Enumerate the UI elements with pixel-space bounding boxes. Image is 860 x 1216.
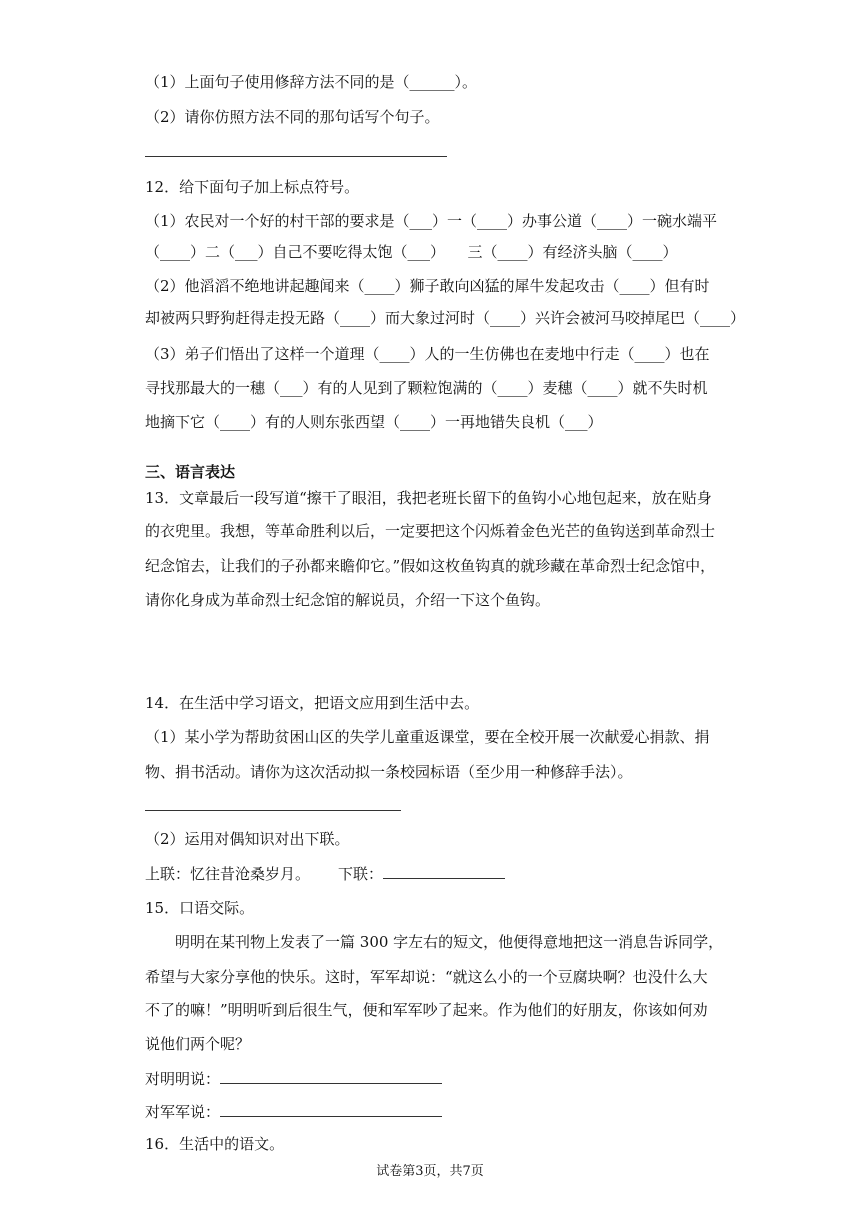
- q15-para-line: 说他们两个呢？: [145, 1035, 251, 1053]
- q12-line: 却被两只野狗赶得走投无路（____）而大象过河时（____）兴许会被河马咬掉尾巴（____）: [145, 309, 746, 327]
- to-junjun-label: 对军军说：: [145, 1103, 221, 1121]
- to-mingming-label: 对明明说：: [145, 1070, 221, 1088]
- q12-line: （1）农民对一个好的村干部的要求是（___）一（____）办事公道（____）一碗水端平: [145, 212, 718, 230]
- q12-line: （2）他滔滔不绝地讲起趣闻来（____）狮子敢向凶猛的犀牛发起攻击（____）但有时: [145, 277, 710, 295]
- lower-couplet-label: 下联：: [338, 865, 384, 883]
- q15-title: 15．口语交际。: [145, 899, 255, 917]
- q15-para-line: 明明在某刊物上发表了一篇 300 字左右的短文，他便得意地把这一消息告诉同学，: [175, 933, 724, 951]
- q13-line: 纪念馆去，让我们的子孙都来瞻仰它。”假如这枚鱼钩真的就珍藏在革命烈士纪念馆中，: [145, 557, 716, 575]
- prev-question-2: （2）请你仿照方法不同的那句话写个句子。: [145, 108, 440, 126]
- upper-couplet: 上联：忆往昔沧桑岁月。: [145, 865, 311, 883]
- lower-couplet-blank: [383, 862, 505, 879]
- page-footer: 试卷第3页，共7页: [376, 1164, 484, 1179]
- q12-line: （____）二（___）自己不要吃得太饱（___） 三（____）有经济头脑（____）: [145, 243, 678, 261]
- q13-line: 13．文章最后一段写道“擦干了眼泪，我把老班长留下的鱼钩小心地包起来，放在贴身: [145, 489, 712, 507]
- q15-para-line: 不了的嘛！”明明听到后很生气，便和军军吵了起来。作为他们的好朋友，你该如何劝: [145, 1001, 708, 1019]
- q14-title: 14．在生活中学习语文，把语文应用到生活中去。: [145, 694, 480, 712]
- to-mingming-row: [145, 1067, 442, 1089]
- q12-line: 寻找那最大的一穗（___）有的人见到了颗粒饱满的（____）麦穗（____）就不失时机: [145, 379, 708, 397]
- q14-part2: （2）运用对偶知识对出下联。: [145, 830, 350, 848]
- section-title: 三、语言表达: [145, 463, 236, 481]
- q16-title: 16．生活中的语文。: [145, 1135, 285, 1153]
- to-junjun-row: [145, 1100, 442, 1122]
- couplet-row: [145, 862, 505, 884]
- q13-line: 请你化身成为革命烈士纪念馆的解说员，介绍一下这个鱼钩。: [145, 591, 551, 609]
- q12-line: 地摘下它（____）有的人则东张西望（____）一再地错失良机（___）: [145, 413, 603, 431]
- answer-line: [145, 156, 447, 157]
- prev-question-1: （1）上面句子使用修辞方法不同的是（______）。: [145, 73, 478, 91]
- q12-line: （3）弟子们悟出了这样一个道理（____）人的一生仿佛也在麦地中行走（____）也在: [145, 345, 710, 363]
- q15-para-line: 希望与大家分享他的快乐。这时，军军却说：“就这么小的一个豆腐块啊？也没什么大: [145, 968, 708, 986]
- q12-title: 12．给下面句子加上标点符号。: [145, 178, 360, 196]
- q14-part1-line: 物、捐书活动。请你为这次活动拟一条校园标语（至少用一种修辞手法）。: [145, 763, 633, 781]
- answer-line: [145, 810, 401, 811]
- q13-line: 的衣兜里。我想，等革命胜利以后，一定要把这个闪烁着金色光芒的鱼钩送到革命烈士: [145, 522, 716, 540]
- to-mingming-blank: [220, 1067, 442, 1084]
- to-junjun-blank: [220, 1100, 442, 1117]
- q14-part1-line: （1）某小学为帮助贫困山区的失学儿童重返课堂，要在全校开展一次献爱心捐款、捐: [145, 728, 710, 746]
